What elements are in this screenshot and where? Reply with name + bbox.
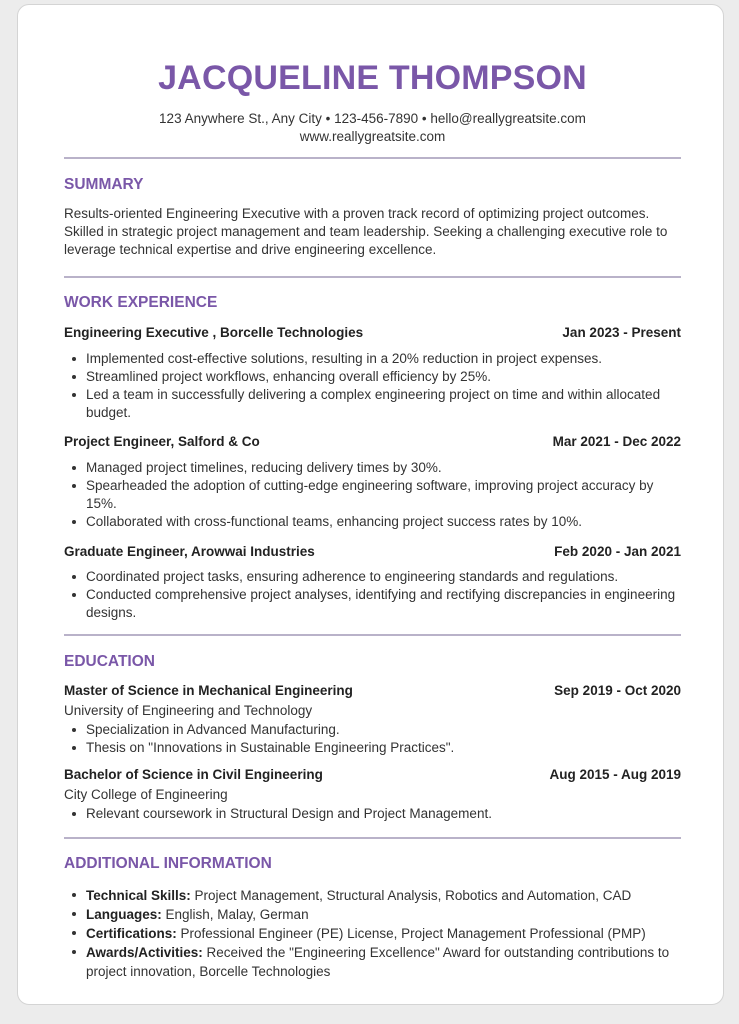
job-header [64,544,681,559]
contact-line: 123 Anywhere St., Any City • 123-456-7890 • hello@reallygreatsite.com [159,111,586,126]
list-item: Spearheaded the adoption of cutting-edge engineering software, improving project accuracy by 15%. [64,477,681,513]
education-bullets [64,805,681,823]
school-name: City College of Engineering [64,787,228,802]
list-item [64,943,681,981]
website-line: www.reallygreatsite.com [299,129,446,144]
degree-title: Master of Science in Mechanical Engineering [64,683,353,698]
job-bullets [64,568,681,622]
job-dates: Jan 2023 - Present [562,325,681,340]
additional-bullets [64,886,681,981]
divider [64,276,681,278]
item-text: Professional Engineer (PE) License, Project Management Professional (PMP) [176,926,646,941]
divider [64,157,681,159]
section-title-summary: SUMMARY [64,176,144,193]
job-title: Engineering Executive , Borcelle Technologies [64,325,364,340]
education-dates: Sep 2019 - Oct 2020 [554,683,681,698]
degree-title: Bachelor of Science in Civil Engineering [64,767,323,782]
school-name: University of Engineering and Technology [64,703,313,718]
list-item: Streamlined project workflows, enhancing overall efficiency by 25%. [64,368,681,386]
job-title: Project Engineer, Salford & Co [64,434,260,449]
list-item: Specialization in Advanced Manufacturing. [64,721,681,739]
education-header [64,767,681,782]
item-text: Project Management, Structural Analysis, Robotics and Automation, CAD [190,888,632,903]
item-label: Certifications: [86,926,177,941]
list-item: Implemented cost-effective solutions, resulting in a 20% reduction in project expenses. [64,350,681,368]
job-bullets [64,459,681,531]
summary-text: Results-oriented Engineering Executive with a proven track record of optimizing project outcomes. Skilled in strategic project management and team leadership. Seeking a challenging executive role to leverage technical expertise and drive engineering excellence. [64,206,668,257]
list-item [64,905,681,924]
list-item: Managed project timelines, reducing delivery times by 30%. [64,459,681,477]
list-item: Led a team in successfully delivering a complex engineering project on time and within allocated budget. [64,386,681,422]
job-dates: Feb 2020 - Jan 2021 [554,544,681,559]
divider [64,837,681,839]
list-item: Relevant coursework in Structural Design and Project Management. [64,805,681,823]
item-label: Languages: [86,907,162,922]
job-bullets [64,350,681,422]
list-item [64,886,681,905]
section-title-additional: ADDITIONAL INFORMATION [64,855,272,872]
job-header [64,434,681,449]
section-title-work: WORK EXPERIENCE [64,294,218,311]
divider [64,634,681,636]
education-dates: Aug 2015 - Aug 2019 [549,767,681,782]
item-text: English, Malay, German [161,907,309,922]
education-bullets [64,721,681,757]
candidate-name: JACQUELINE THOMPSON [158,59,587,97]
section-title-education: EDUCATION [64,653,155,670]
item-text: Received the "Engineering Excellence" Award for outstanding contributions to project innovation, Borcelle Technologies [86,945,670,979]
list-item: Conducted comprehensive project analyses, identifying and rectifying discrepancies in engineering designs. [64,586,681,622]
education-header [64,683,681,698]
job-title: Graduate Engineer, Arowwai Industries [64,544,315,559]
list-item: Coordinated project tasks, ensuring adherence to engineering standards and regulations. [64,568,681,586]
job-dates: Mar 2021 - Dec 2022 [552,434,681,449]
job-header [64,325,681,340]
item-label: Technical Skills: [86,888,191,903]
item-label: Awards/Activities: [86,945,203,960]
list-item: Collaborated with cross-functional teams, enhancing project success rates by 10%. [64,513,681,531]
list-item: Thesis on "Innovations in Sustainable Engineering Practices". [64,739,681,757]
resume-page [17,4,724,1005]
list-item [64,924,681,943]
